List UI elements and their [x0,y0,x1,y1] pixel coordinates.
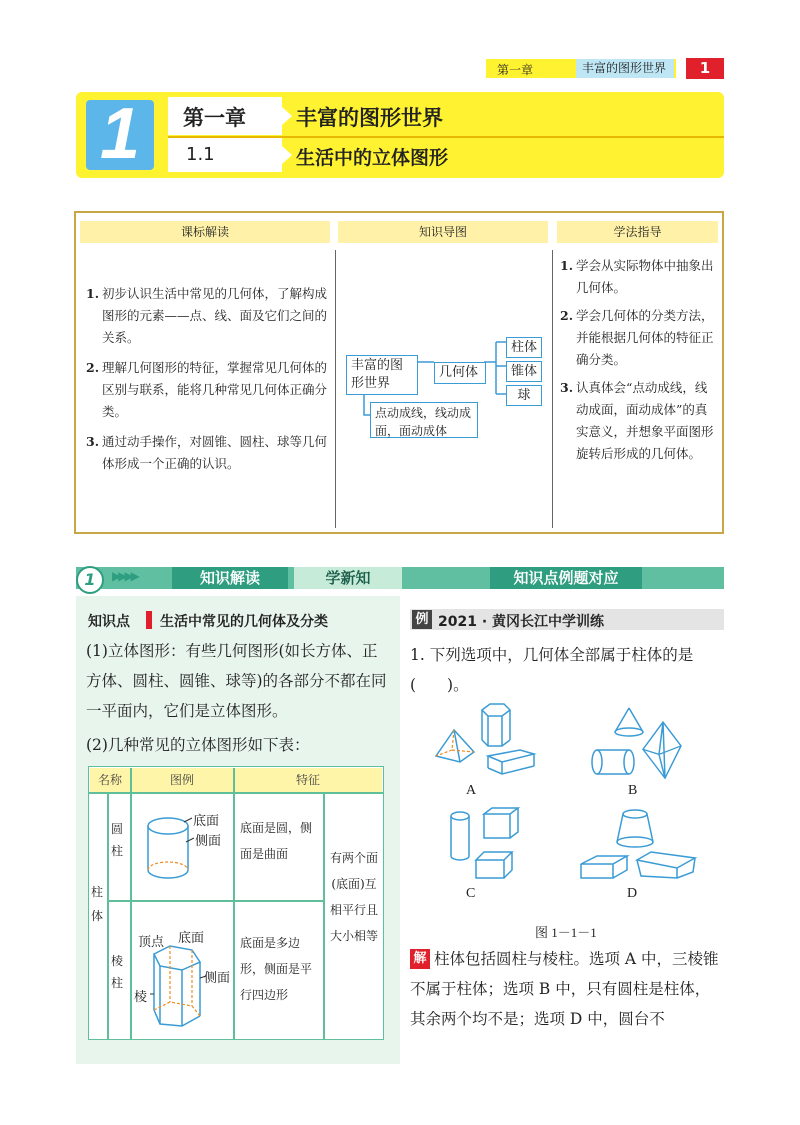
standards-list [86,283,329,483]
methods-item: 3. 认真体会“点动成线，线动成面，面动成体”的真实意义，并想象平面图形旋转后形成的几何体。 [560,380,714,461]
running-header-title: 丰富的图形世界 [576,59,674,78]
table-group: 柱体 [91,885,104,923]
label-base: 底面 [178,931,205,946]
methods-item: 1. 学会从实际物体中抽象出几何体。 [560,258,714,295]
label-side: 侧面 [204,971,231,986]
option-a-figure [430,700,540,780]
knowledge-point-marker [146,611,152,629]
table-shared-feature: 有两个面(底面)互相平行且大小相等 [329,851,378,943]
map-leaf: 锥体 [506,361,542,382]
figure-caption: 图 1－1－1 [535,925,597,940]
chapter-number: 1 [99,94,141,174]
standards-item: 1. 初步认识生活中常见的几何体，了解构成图形的元素——点、线、面及它们之间的关系。 [86,286,328,345]
solution-text: 柱体包括圆柱与棱柱。选项 A 中，三棱锥不属于柱体；选项 B 中，只有圆柱是柱体，其余两个均不是；选项 D 中，圆台不 [410,950,719,1028]
knowledge-point-title: 生活中常见的几何体及分类 [160,614,328,630]
map-leaf: 柱体 [506,337,542,358]
knowledge-point-paragraph: (1)立体图形：有些几何图形(如长方体、正方体、圆柱、圆锥、球等)的各部分不都在同一平面内，它们是立体图形。 [86,642,387,720]
methods-list [560,255,718,465]
pill-knowledge: 知识解读 [172,567,288,589]
solution-tag: 解 [410,949,430,969]
section-title: 生活中的立体图形 [296,147,449,169]
table-rule [88,792,384,794]
knowledge-point-label: 知识点 [88,614,130,630]
table-header: 图例 [131,768,233,792]
map-leaf: 球 [506,385,542,406]
option-label: D [627,886,638,901]
methods-item: 2. 学会几何体的分类方法，并能根据几何体的特征正确分类。 [560,308,714,367]
overview-header-map: 知识导图 [338,221,548,243]
pill-learn: 学新知 [294,567,402,589]
table-header: 名称 [90,768,130,792]
label-base: 底面 [193,814,220,829]
banner-arrow-icon [282,107,292,125]
standards-item: 3. 通过动手操作，对圆锥、圆柱、球等几何体形成一个正确的认识。 [86,434,328,471]
option-d-figure [575,806,705,884]
option-label: A [466,783,477,798]
map-branch: 几何体 [434,362,486,384]
label-side: 侧面 [195,834,222,849]
page-number: 1 [686,58,724,79]
running-header-chapter: 第一章 [497,63,534,77]
option-b-figure [585,700,705,782]
chapter-title: 丰富的图形世界 [296,106,443,130]
example-tag: 例 [412,610,432,629]
label-vertex: 顶点 [138,935,165,950]
overview-header-standards: 课标解读 [80,221,330,243]
table-row-name: 圆柱 [111,822,124,858]
option-label: B [628,783,638,798]
table-rule [107,792,109,1040]
chevrons-icon: ▶▶▶▶ [112,569,137,583]
standards-item: 2. 理解几何图形的特征，掌握常见几何体的区别与联系，能将几种常见几何体正确分类。 [86,360,328,419]
table-row-feature: 底面是圆，侧面是曲面 [240,821,313,861]
knowledge-point-paragraph: (2)几种常见的立体图形如下表： [86,736,310,754]
option-label: C [466,886,476,901]
pill-examples: 知识点例题对应 [490,567,642,589]
table-rule [107,900,324,902]
chapter-label: 第一章 [183,106,246,130]
banner-arrow-icon [282,146,292,164]
example-question: 1. 下列选项中，几何体全部属于柱体的是( )。 [410,646,694,694]
option-c-figure [440,806,530,884]
map-secondary: 点动成线，线动成面，面动成体 [370,402,478,438]
table-rule [233,768,235,1040]
map-root: 丰富的图形世界 [346,355,418,395]
table-rule [130,768,132,1040]
table-rule [323,792,325,1040]
table-row-name: 棱柱 [111,954,124,990]
section-number: 1.1 [186,144,215,165]
table-row-feature: 底面是多边形，侧面是平行四边形 [240,936,313,1002]
label-edge: 棱 [134,990,148,1005]
table-header: 特征 [234,768,382,792]
overview-header-methods: 学法指导 [557,221,718,243]
section-index: 1 [76,566,104,594]
example-source: 2021 · 黄冈长江中学训练 [438,614,605,630]
overview-divider [552,250,553,528]
